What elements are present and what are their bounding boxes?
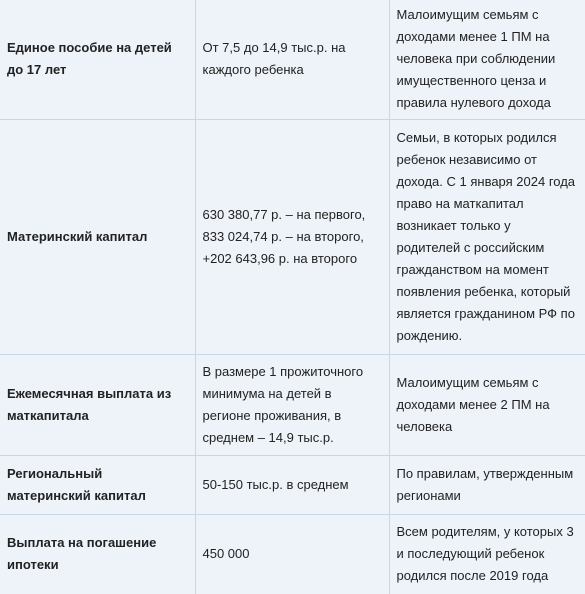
table-row: [0, 514, 585, 594]
benefit-name-cell: [0, 0, 195, 119]
benefit-amount-cell: [195, 514, 389, 594]
benefit-name: Единое пособие на детей до 17 лет: [7, 40, 172, 78]
benefit-name-cell: [0, 354, 195, 455]
benefit-amount-cell: [195, 455, 389, 514]
benefit-amount-cell: [195, 0, 389, 119]
benefit-recipients: Малоимущим семьям с доходами менее 1 ПМ на человека при соблюдении имущественного ценза и правила нулевого дохода: [396, 7, 556, 111]
benefit-recipients: По правилам, утвержденным регионами: [396, 465, 574, 503]
benefit-name-cell: [0, 455, 195, 514]
benefit-recipients-cell: [389, 354, 585, 455]
benefit-name: Материнский капитал: [7, 228, 148, 244]
benefit-amount: От 7,5 до 14,9 тыс.р. на каждого ребенка: [202, 40, 346, 78]
benefit-amount-line: +202 643,96 р. на второго: [202, 250, 358, 266]
benefit-name: Ежемесячная выплата из маткапитала: [7, 385, 172, 423]
benefit-recipients-cell: [389, 514, 585, 594]
benefit-recipients: Малоимущим семьям с доходами менее 2 ПМ на человека: [396, 374, 550, 434]
benefit-recipients: Семьи, в которых родился ребенок независимо от дохода. С 1 января 2024 года право на маткапитал возникает только у родителей с российским гражданством на момент появления ребенка, который является гражданином РФ по рождению.: [396, 129, 576, 343]
benefit-amount-line: 630 380,77 р. – на первого,: [202, 206, 366, 222]
benefit-amount: 50-150 тыс.р. в среднем: [202, 476, 349, 492]
benefit-amount: В размере 1 прожиточного минимума на детей в регионе проживания, в среднем – 14,9 тыс.р.: [202, 363, 364, 445]
benefit-recipients-cell: [389, 0, 585, 119]
table-row: [0, 0, 585, 119]
benefit-name-cell: [0, 119, 195, 354]
table-row: [0, 354, 585, 455]
benefit-amount-cell: [195, 354, 389, 455]
benefit-name: Выплата на погашение ипотеки: [7, 535, 157, 572]
benefit-amount-line: 833 024,74 р. – на второго,: [202, 228, 364, 244]
table-row: [0, 455, 585, 514]
benefit-name: Региональный материнский капитал: [7, 465, 146, 503]
table-row: [0, 119, 585, 354]
benefit-recipients: Всем родителям, у которых 3 и последующий ребенок родился после 2019 года: [396, 524, 574, 583]
benefit-recipients-cell: [389, 455, 585, 514]
benefit-recipients-cell: [389, 119, 585, 354]
benefit-amount: 450 000: [202, 546, 250, 561]
benefit-name-cell: [0, 514, 195, 594]
benefit-amount-cell: [195, 119, 389, 354]
